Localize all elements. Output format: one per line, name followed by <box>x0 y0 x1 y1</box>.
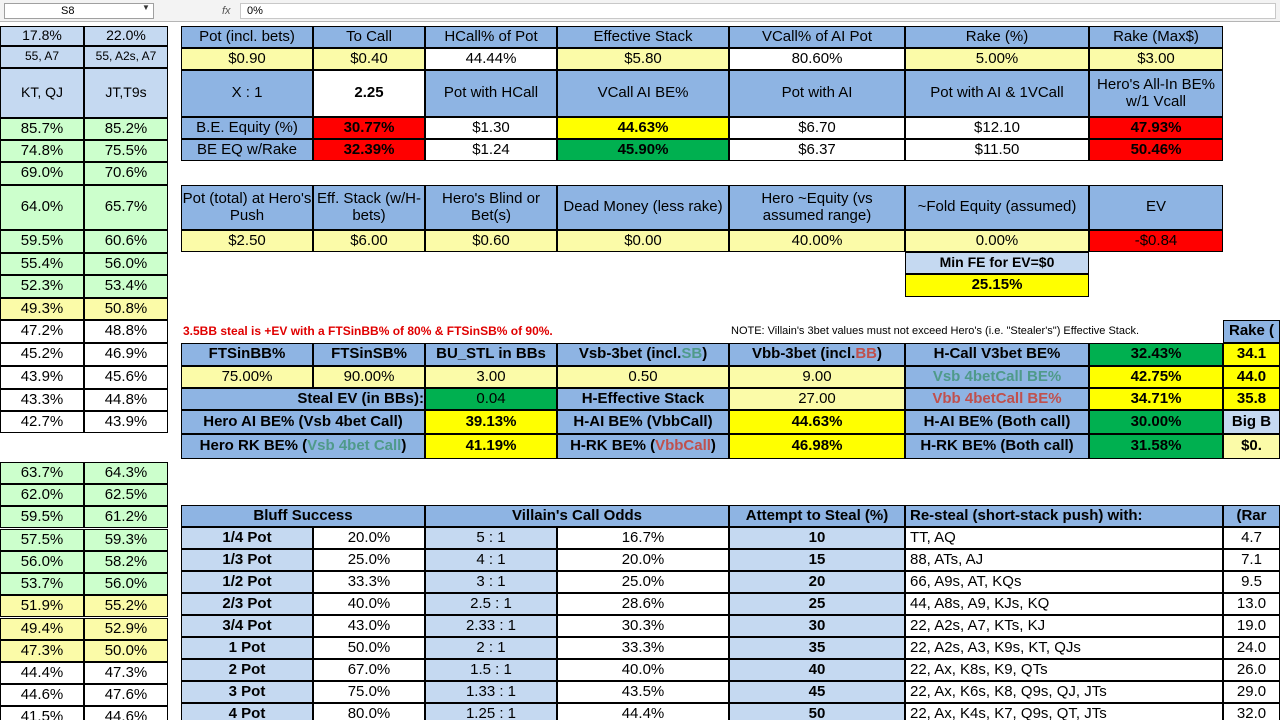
t2-value[interactable]: 40.00% <box>729 230 905 252</box>
bluff-success-cell[interactable]: 40.0% <box>313 593 425 615</box>
h-ai-be-vbb-label: H-AI BE% (VbbCall) <box>557 410 729 434</box>
bet-size-cell: 1/2 Pot <box>181 571 313 593</box>
bet-size-cell: 1 Pot <box>181 637 313 659</box>
call-odds-ratio-cell: 2.5 : 1 <box>425 593 557 615</box>
bluff-success-header: Bluff Success <box>181 505 425 527</box>
left-equity-cell[interactable]: 85.7% <box>0 118 84 140</box>
vbb-4betcall-label: Vbb 4betCall BE% <box>905 388 1089 410</box>
vbbcall-label: VbbCall <box>655 437 711 455</box>
t2-header: Dead Money (less rake) <box>557 185 729 230</box>
resteal-range-cell[interactable]: 66, A9s, AT, KQs <box>905 571 1223 593</box>
h-effective-stack-label: H-Effective Stack <box>557 388 729 410</box>
h-call-v3bet-label: H-Call V3bet BE% <box>905 343 1089 366</box>
formula-input[interactable] <box>240 3 1276 19</box>
left-equity-cell[interactable]: 70.6% <box>84 162 168 185</box>
left-equity-cell[interactable]: 51.9% <box>0 595 84 617</box>
resteal-range-cell[interactable]: 22, Ax, K6s, K8, Q9s, QJ, JTs <box>905 681 1223 703</box>
left-equity-cell[interactable]: 43.9% <box>0 366 84 389</box>
left-equity-cell[interactable]: 53.4% <box>84 275 168 298</box>
left-equity-cell[interactable]: 52.9% <box>84 618 168 640</box>
vsb-3bet-label: Vsb-3bet (incl. <box>578 345 682 363</box>
steal-note: 3.5BB steal is +EV with a FTSinBB% of 80% & FTSinSB% of 90%. <box>183 324 553 338</box>
resteal-header: Re-steal (short-stack push) with: <box>905 505 1223 527</box>
hero-ai-be-value[interactable]: 39.13% <box>425 410 557 434</box>
left-equity-cell[interactable]: 47.3% <box>0 640 84 662</box>
h-ai-be-vbb-value[interactable]: 44.63% <box>729 410 905 434</box>
left-equity-cell[interactable]: 56.0% <box>84 573 168 595</box>
villain-3bet-note: NOTE: Villain's 3bet values must not exceed Hero's (i.e. "Stealer's") Effective Stack. <box>731 325 1140 337</box>
left-equity-cell[interactable]: 62.5% <box>84 484 168 506</box>
t1-value[interactable]: $5.80 <box>557 48 729 70</box>
name-box[interactable] <box>4 3 154 19</box>
left-equity-cell[interactable]: 44.6% <box>84 706 168 720</box>
resteal-range-cell[interactable]: 22, Ax, K4s, K7, Q9s, QT, JTs <box>905 703 1223 720</box>
left-equity-cell[interactable]: 61.2% <box>84 506 168 528</box>
bet-size-cell: 3/4 Pot <box>181 615 313 637</box>
left-equity-cell[interactable]: 59.5% <box>0 230 84 253</box>
t2-value[interactable]: $2.50 <box>181 230 313 252</box>
t1-row4[interactable]: $6.70 <box>729 117 905 139</box>
t1-row3: Pot with AI <box>729 70 905 117</box>
left-equity-cell[interactable]: 47.3% <box>84 662 168 684</box>
hero-ai-be-label: Hero AI BE% (Vsb 4bet Call) <box>181 410 425 434</box>
left-equity-cell[interactable]: 43.9% <box>84 411 168 433</box>
left-equity-cell[interactable]: 62.0% <box>0 484 84 506</box>
call-odds-pct-cell[interactable]: 30.3% <box>557 615 729 637</box>
bluff-success-cell[interactable]: 80.0% <box>313 703 425 720</box>
hero-rk-label: Hero RK BE% ( <box>199 437 308 455</box>
paren: ) <box>877 345 882 363</box>
left-header-cell[interactable]: 55, A7 <box>0 46 84 68</box>
resteal-range-cell[interactable]: 44, A8s, A9, KJs, KQ <box>905 593 1223 615</box>
t1-row5[interactable]: $6.37 <box>729 139 905 161</box>
range-partial-cell[interactable]: 9.5 <box>1223 571 1280 593</box>
call-odds-ratio-cell: 1.33 : 1 <box>425 681 557 703</box>
left-equity-cell[interactable]: 47.2% <box>0 320 84 343</box>
left-header-cell[interactable]: 17.8% <box>0 26 84 46</box>
h-rk-label: H-RK BE% ( <box>570 437 656 455</box>
t1-header: HCall% of Pot <box>425 26 557 48</box>
partial-value[interactable]: $0. <box>1223 434 1280 459</box>
resteal-range-cell[interactable]: TT, AQ <box>905 527 1223 549</box>
left-equity-cell[interactable]: 42.7% <box>0 411 84 433</box>
left-equity-cell[interactable]: 48.8% <box>84 320 168 343</box>
bu-stl-header: BU_STL in BBs <box>425 343 557 366</box>
partial-value[interactable]: 35.8 <box>1223 388 1280 410</box>
left-equity-cell[interactable]: 45.6% <box>84 366 168 389</box>
t1-row4[interactable]: $1.30 <box>425 117 557 139</box>
left-equity-cell[interactable]: 43.3% <box>0 389 84 411</box>
t1-row4: B.E. Equity (%) <box>181 117 313 139</box>
t1-row4[interactable]: $12.10 <box>905 117 1089 139</box>
vbb-3bet-header <box>729 343 905 366</box>
t1-header: Rake (%) <box>905 26 1089 48</box>
left-equity-cell[interactable]: 47.6% <box>84 684 168 706</box>
bet-size-cell: 4 Pot <box>181 703 313 720</box>
min-fe-label: Min FE for EV=$0 <box>905 252 1089 274</box>
call-odds-ratio-cell: 1.25 : 1 <box>425 703 557 720</box>
call-odds-pct-cell[interactable]: 33.3% <box>557 637 729 659</box>
chevron-down-icon[interactable]: ▼ <box>142 3 150 12</box>
vbb-3bet-value[interactable]: 9.00 <box>729 366 905 388</box>
steal-ev-value[interactable]: 0.04 <box>425 388 557 410</box>
bluff-success-cell[interactable]: 43.0% <box>313 615 425 637</box>
call-odds-ratio-cell: 5 : 1 <box>425 527 557 549</box>
call-odds-pct-cell[interactable]: 25.0% <box>557 571 729 593</box>
function-icon[interactable]: fx <box>222 5 231 17</box>
t2-header: Hero's Blind or Bet(s) <box>425 185 557 230</box>
h-rk-be-both-label: H-RK BE% (Both call) <box>905 434 1089 459</box>
h-rk-be-vbb-label <box>557 434 729 459</box>
ftsinbb-value[interactable]: 75.00% <box>181 366 313 388</box>
left-header-cell[interactable]: JT,T9s <box>84 68 168 118</box>
range-partial-header: (Rar <box>1223 505 1280 527</box>
left-equity-cell[interactable]: 65.7% <box>84 185 168 230</box>
bet-size-cell: 1/4 Pot <box>181 527 313 549</box>
t2-value[interactable]: $0.00 <box>557 230 729 252</box>
min-fe-value[interactable]: 25.15% <box>905 274 1089 297</box>
bet-size-cell: 3 Pot <box>181 681 313 703</box>
left-equity-cell[interactable]: 44.8% <box>84 389 168 411</box>
call-odds-ratio-cell: 2 : 1 <box>425 637 557 659</box>
hero-rk-be-label <box>181 434 425 459</box>
range-partial-cell[interactable]: 19.0 <box>1223 615 1280 637</box>
left-equity-cell[interactable]: 56.0% <box>84 253 168 275</box>
t1-value[interactable]: $3.00 <box>1089 48 1223 70</box>
formula-value: 0% <box>247 5 263 17</box>
t1-row5[interactable]: 32.39% <box>313 139 425 161</box>
left-equity-cell[interactable]: 55.4% <box>0 253 84 275</box>
left-header-cell[interactable]: 55, A2s, A7 <box>84 46 168 68</box>
t1-row3: Hero's All-In BE% w/1 Vcall <box>1089 70 1223 117</box>
steal-attempt-cell: 50 <box>729 703 905 720</box>
ftsinbb-header: FTSinBB% <box>181 343 313 366</box>
t2-header: ~Fold Equity (assumed) <box>905 185 1089 230</box>
bluff-success-cell[interactable]: 67.0% <box>313 659 425 681</box>
t1-row4[interactable]: 44.63% <box>557 117 729 139</box>
big-blind-partial: Big B <box>1223 410 1280 434</box>
call-odds-pct-cell[interactable]: 28.6% <box>557 593 729 615</box>
resteal-range-cell[interactable]: 22, A2s, A3, K9s, KT, QJs <box>905 637 1223 659</box>
ftsinsb-header: FTSinSB% <box>313 343 425 366</box>
paren: ) <box>401 437 407 455</box>
left-equity-cell[interactable]: 41.5% <box>0 706 84 720</box>
steal-attempt-cell: 35 <box>729 637 905 659</box>
t1-header: To Call <box>313 26 425 48</box>
left-equity-cell[interactable]: 57.5% <box>0 529 84 551</box>
left-equity-cell[interactable]: 85.2% <box>84 118 168 140</box>
range-partial-cell[interactable]: 32.0 <box>1223 703 1280 720</box>
range-partial-cell[interactable]: 4.7 <box>1223 527 1280 549</box>
left-equity-cell[interactable]: 60.6% <box>84 230 168 253</box>
range-partial-cell[interactable]: 26.0 <box>1223 659 1280 681</box>
t1-row4[interactable]: 47.93% <box>1089 117 1223 139</box>
t1-value[interactable]: 80.60% <box>729 48 905 70</box>
bb-label: BB <box>855 345 877 363</box>
bluff-success-cell[interactable]: 25.0% <box>313 549 425 571</box>
t2-header: EV <box>1089 185 1223 230</box>
t1-row5[interactable]: $1.24 <box>425 139 557 161</box>
call-odds-ratio-cell: 4 : 1 <box>425 549 557 571</box>
left-equity-cell[interactable]: 46.9% <box>84 343 168 366</box>
partial-value[interactable]: 44.0 <box>1223 366 1280 388</box>
call-odds-pct-cell[interactable]: 44.4% <box>557 703 729 720</box>
t1-row3: VCall AI BE% <box>557 70 729 117</box>
h-rk-be-both-value[interactable]: 31.58% <box>1089 434 1223 459</box>
resteal-range-cell[interactable]: 22, Ax, K8s, K9, QTs <box>905 659 1223 681</box>
vbb-4betcall-value[interactable]: 34.71% <box>1089 388 1223 410</box>
call-odds-pct-cell[interactable]: 16.7% <box>557 527 729 549</box>
left-header-cell[interactable]: KT, QJ <box>0 68 84 118</box>
cell-reference: S8 <box>61 5 75 17</box>
left-header-cell[interactable]: 22.0% <box>84 26 168 46</box>
left-equity-cell[interactable]: 44.4% <box>0 662 84 684</box>
steal-attempt-cell: 10 <box>729 527 905 549</box>
vsb-4betcall-value[interactable]: 42.75% <box>1089 366 1223 388</box>
h-call-v3bet-value[interactable]: 32.43% <box>1089 343 1223 366</box>
t1-header: Pot (incl. bets) <box>181 26 313 48</box>
t1-row5[interactable]: $11.50 <box>905 139 1089 161</box>
sb-label: SB <box>681 345 703 363</box>
steal-attempt-cell: 15 <box>729 549 905 571</box>
t2-value[interactable]: $0.60 <box>425 230 557 252</box>
bluff-success-cell[interactable]: 33.3% <box>313 571 425 593</box>
vsb-4bet-call-label: Vsb 4bet Call <box>307 437 402 455</box>
left-equity-cell[interactable]: 53.7% <box>0 573 84 595</box>
left-equity-cell[interactable]: 55.2% <box>84 595 168 617</box>
hero-rk-be-value[interactable]: 41.19% <box>425 434 557 459</box>
t2-header: Hero ~Equity (vs assumed range) <box>729 185 905 230</box>
steal-ev-label: Steal EV (in BBs): <box>181 388 425 410</box>
t2-header: Pot (total) at Hero's Push <box>181 185 313 230</box>
h-ai-be-both-value[interactable]: 30.00% <box>1089 410 1223 434</box>
left-equity-cell[interactable]: 74.8% <box>0 140 84 162</box>
left-equity-cell[interactable]: 44.6% <box>0 684 84 706</box>
left-equity-cell[interactable]: 69.0% <box>0 162 84 185</box>
resteal-range-cell[interactable]: 88, ATs, AJ <box>905 549 1223 571</box>
left-equity-cell[interactable]: 58.2% <box>84 551 168 573</box>
left-equity-cell[interactable]: 59.3% <box>84 529 168 551</box>
steal-attempt-cell: 25 <box>729 593 905 615</box>
t1-value[interactable]: $0.90 <box>181 48 313 70</box>
left-equity-cell[interactable]: 50.8% <box>84 298 168 320</box>
t1-header: VCall% of AI Pot <box>729 26 905 48</box>
t2-value[interactable]: -$0.84 <box>1089 230 1223 252</box>
left-equity-cell[interactable]: 64.0% <box>0 185 84 230</box>
t1-row5[interactable]: 45.90% <box>557 139 729 161</box>
range-partial-cell[interactable]: 29.0 <box>1223 681 1280 703</box>
t2-value[interactable]: 0.00% <box>905 230 1089 252</box>
steal-attempt-cell: 45 <box>729 681 905 703</box>
resteal-range-cell[interactable]: 22, A2s, A7, KTs, KJ <box>905 615 1223 637</box>
call-odds-ratio-cell: 1.5 : 1 <box>425 659 557 681</box>
t1-value[interactable]: 5.00% <box>905 48 1089 70</box>
call-odds-pct-cell[interactable]: 40.0% <box>557 659 729 681</box>
left-equity-cell[interactable]: 64.3% <box>84 462 168 484</box>
range-partial-cell[interactable]: 24.0 <box>1223 637 1280 659</box>
t1-row3: Pot with AI & 1VCall <box>905 70 1089 117</box>
steal-attempt-cell: 40 <box>729 659 905 681</box>
left-equity-cell[interactable]: 52.3% <box>0 275 84 298</box>
bluff-success-cell[interactable]: 20.0% <box>313 527 425 549</box>
left-equity-cell[interactable]: 49.4% <box>0 618 84 640</box>
range-partial-cell[interactable]: 7.1 <box>1223 549 1280 571</box>
t1-row3: Pot with HCall <box>425 70 557 117</box>
t1-row5[interactable]: 50.46% <box>1089 139 1223 161</box>
left-equity-cell[interactable]: 49.3% <box>0 298 84 320</box>
left-equity-cell[interactable]: 59.5% <box>0 506 84 528</box>
h-rk-be-vbb-value[interactable]: 46.98% <box>729 434 905 459</box>
ftsinsb-value[interactable]: 90.00% <box>313 366 425 388</box>
steal-attempt-cell: 20 <box>729 571 905 593</box>
rake-partial-header: Rake ( <box>1223 320 1280 343</box>
left-equity-cell[interactable]: 63.7% <box>0 462 84 484</box>
vsb-3bet-header <box>557 343 729 366</box>
villain-call-odds-header: Villain's Call Odds <box>425 505 729 527</box>
paren: ) <box>702 345 708 363</box>
vbb-3bet-label: Vbb-3bet (incl. <box>751 345 856 363</box>
t1-row4[interactable]: 30.77% <box>313 117 425 139</box>
call-odds-pct-cell[interactable]: 20.0% <box>557 549 729 571</box>
bet-size-cell: 2/3 Pot <box>181 593 313 615</box>
t1-value[interactable]: 44.44% <box>425 48 557 70</box>
t2-header: Eff. Stack (w/H-bets) <box>313 185 425 230</box>
paren: ) <box>710 437 716 455</box>
bluff-success-cell[interactable]: 75.0% <box>313 681 425 703</box>
left-equity-cell[interactable]: 75.5% <box>84 140 168 162</box>
t2-value[interactable]: $6.00 <box>313 230 425 252</box>
range-partial-cell[interactable]: 13.0 <box>1223 593 1280 615</box>
t1-value[interactable]: $0.40 <box>313 48 425 70</box>
vsb-4betcall-label: Vsb 4betCall BE% <box>905 366 1089 388</box>
bluff-success-cell[interactable]: 50.0% <box>313 637 425 659</box>
formula-bar <box>0 0 1280 22</box>
h-effective-stack-value[interactable]: 27.00 <box>729 388 905 410</box>
t1-row3[interactable]: 2.25 <box>313 70 425 117</box>
left-equity-cell[interactable]: 50.0% <box>84 640 168 662</box>
t1-header: Effective Stack <box>557 26 729 48</box>
t1-header: Rake (Max$) <box>1089 26 1223 48</box>
bu-stl-value[interactable]: 3.00 <box>425 366 557 388</box>
h-ai-be-both-label: H-AI BE% (Both call) <box>905 410 1089 434</box>
call-odds-ratio-cell: 3 : 1 <box>425 571 557 593</box>
vsb-3bet-value[interactable]: 0.50 <box>557 366 729 388</box>
rake-partial-value[interactable]: 34.1 <box>1223 343 1280 366</box>
bet-size-cell: 2 Pot <box>181 659 313 681</box>
steal-attempt-cell: 30 <box>729 615 905 637</box>
t1-row5: BE EQ w/Rake <box>181 139 313 161</box>
left-equity-cell[interactable]: 45.2% <box>0 343 84 366</box>
left-equity-cell[interactable]: 56.0% <box>0 551 84 573</box>
bet-size-cell: 1/3 Pot <box>181 549 313 571</box>
call-odds-ratio-cell: 2.33 : 1 <box>425 615 557 637</box>
call-odds-pct-cell[interactable]: 43.5% <box>557 681 729 703</box>
attempt-steal-header: Attempt to Steal (%) <box>729 505 905 527</box>
t1-row3: X : 1 <box>181 70 313 117</box>
